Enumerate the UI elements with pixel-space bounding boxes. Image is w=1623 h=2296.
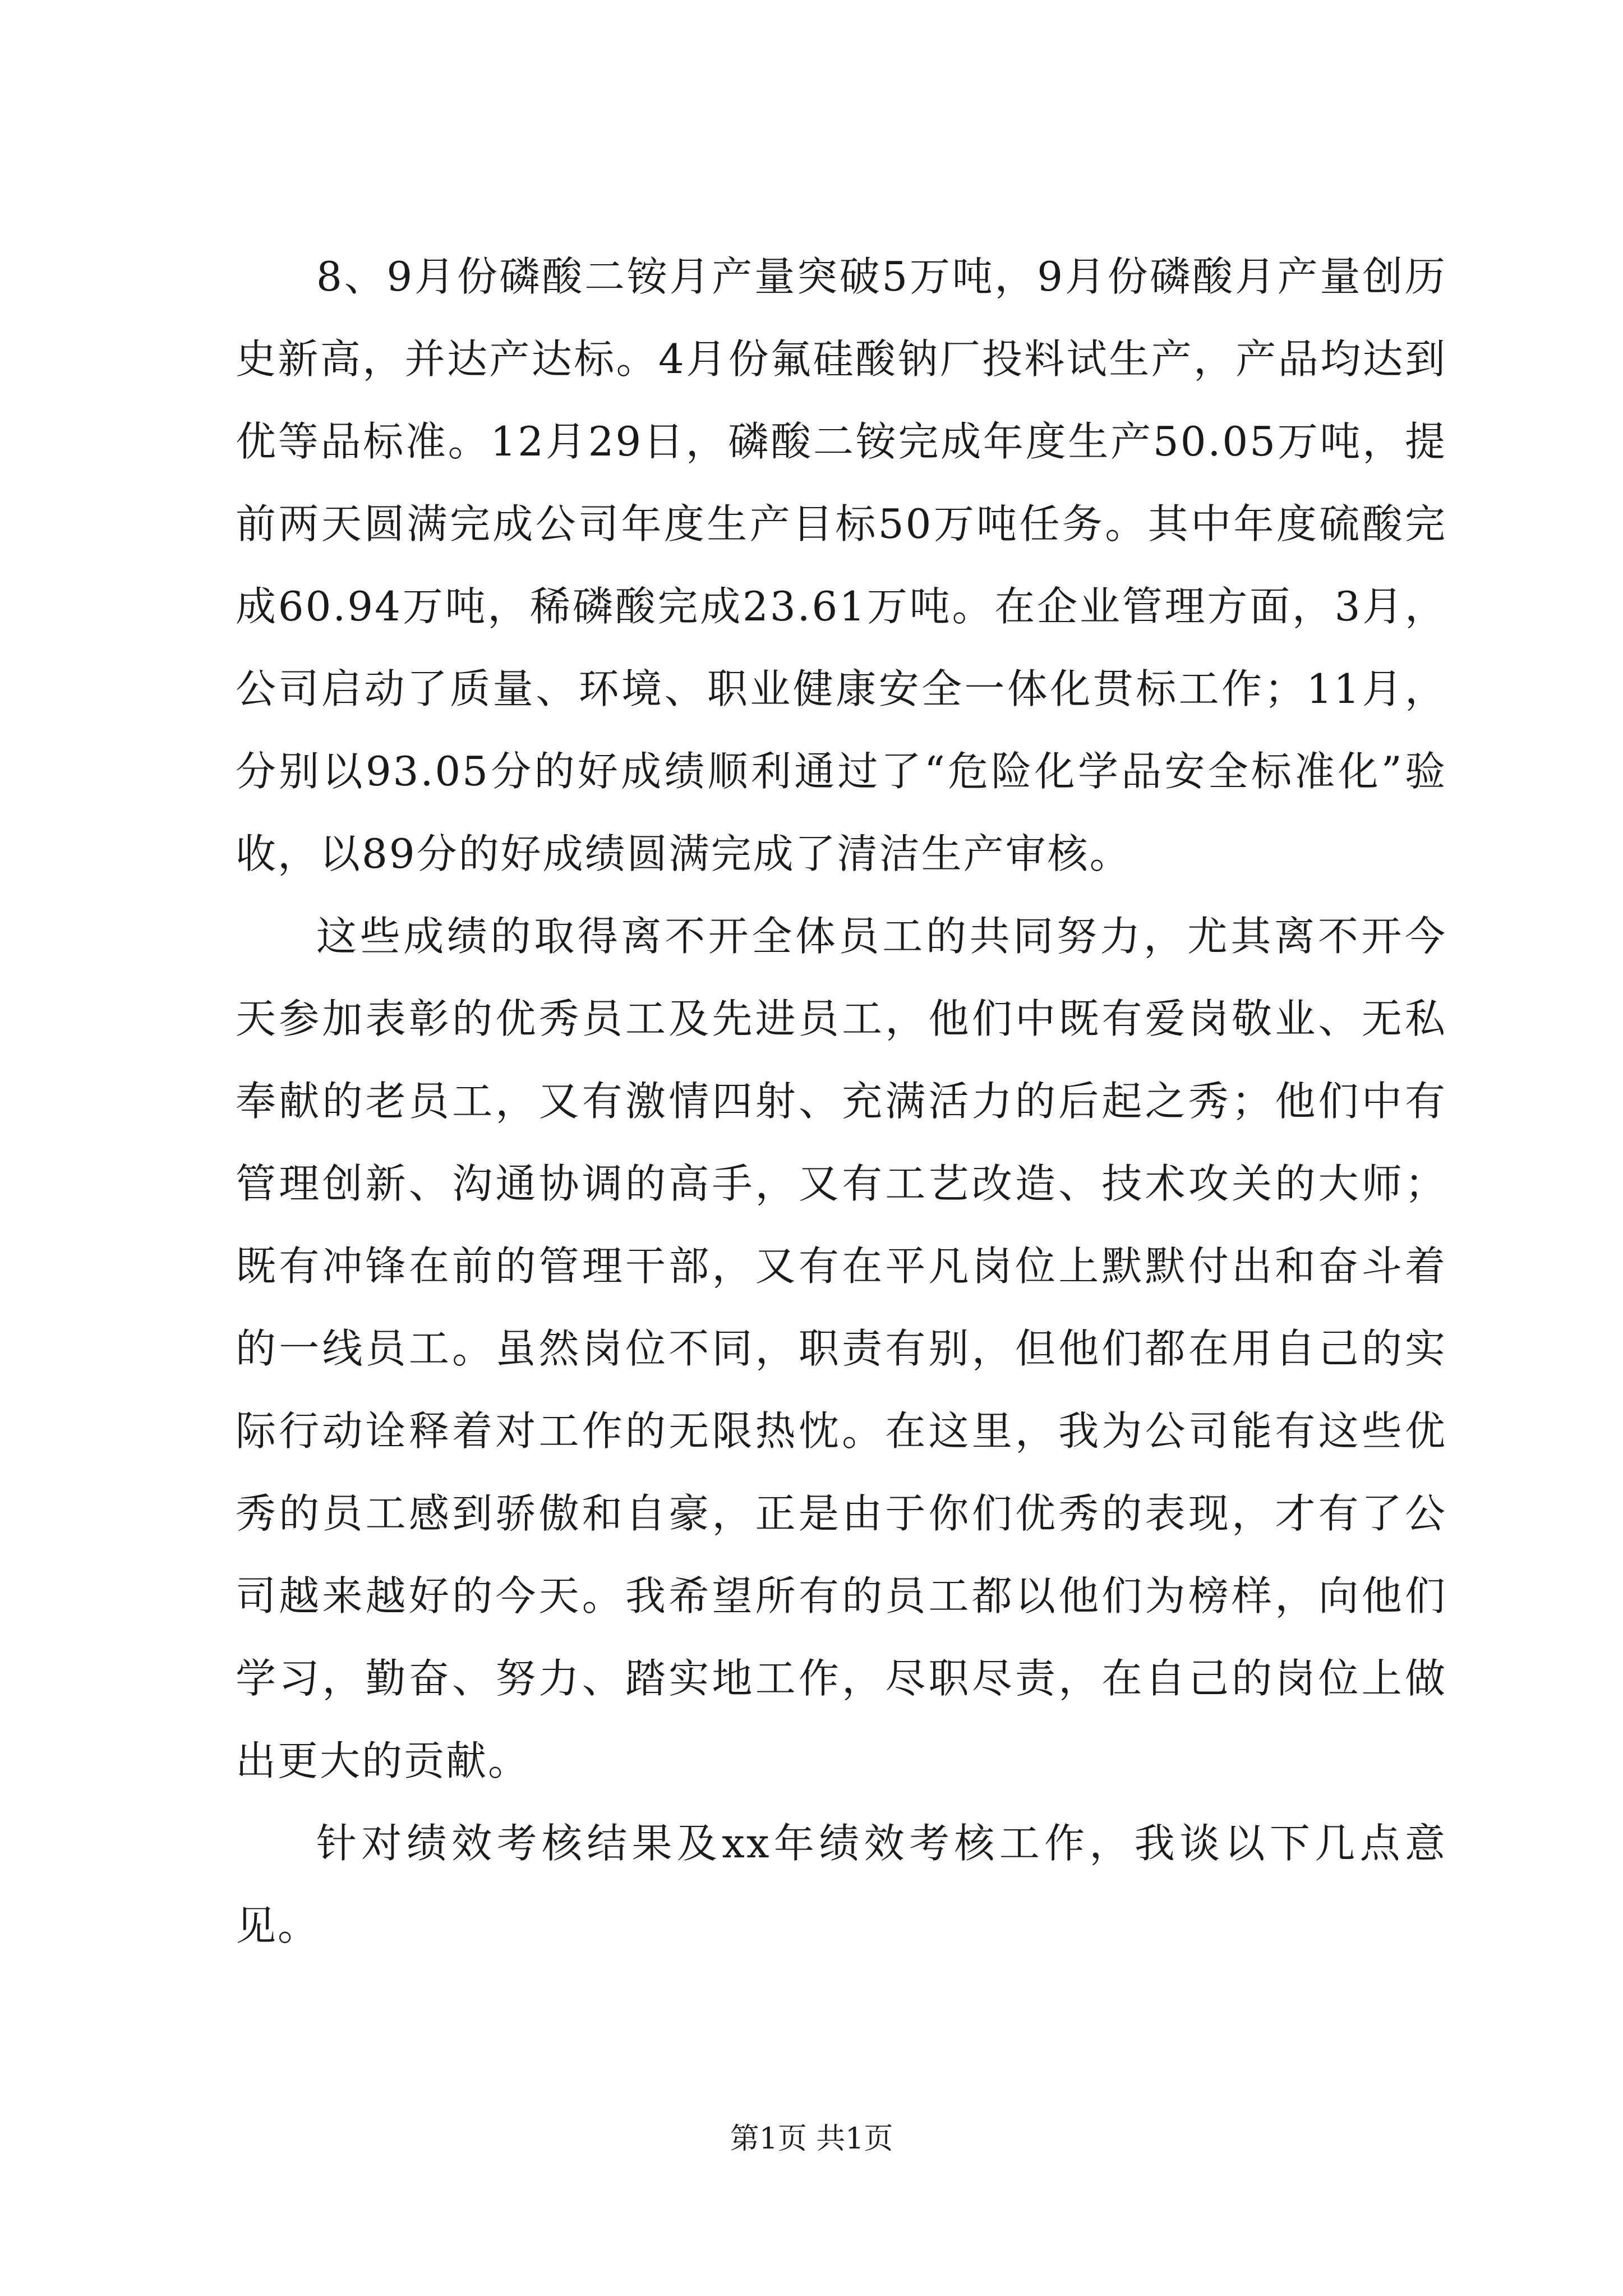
page-footer: 第1页 共1页 bbox=[730, 2122, 893, 2156]
paragraph-employee-recognition: 这些成绩的取得离不开全体员工的共同努力，尤其离不开今天参加表彰的优秀员工及先进员工，他们中既有爱岗敬业、无私奉献的老员工，又有激情四射、充满活力的后起之秀；他们中有管理创新、沟通协调的高手，又有工艺改造、技术攻关的大师；既有冲锋在前的管理干部，又有在平凡岗位上默默付出和奋斗着的一线员工。虽然岗位不同，职责有别，但他们都在用自己的实际行动诠释着对工作的无限热忱。在这里，我为公司能有这些优秀的员工感到骄傲和自豪，正是由于你们优秀的表现，才有了公司越来越好的今天。我希望所有的员工都以他们为榜样，向他们学习，勤奋、努力、踏实地工作，尽职尽责，在自己的岗位上做出更大的贡献。 bbox=[236, 913, 1447, 1784]
document-body bbox=[236, 236, 1447, 1967]
paragraph-production-results: 8、9月份磷酸二铵月产量突破5万吨，9月份磷酸月产量创历史新高，并达产达标。4月份氟硅酸钠厂投料试生产，产品均达到优等品标准。12月29日，磷酸二铵完成年度生产50.05万吨，提前两天圆满完成公司年度生产目标50万吨任务。其中年度硫酸完成60.94万吨，稀磷酸完成23.61万吨。在企业管理方面，3月，公司启动了质量、环境、职业健康安全一体化贯标工作；11月，分别以93.05分的好成绩顺利通过了“危险化学品安全标准化”验收，以89分的好成绩圆满完成了清洁生产审核。 bbox=[236, 253, 1447, 877]
paragraph-performance-opinions: 针对绩效考核结果及xx年绩效考核工作，我谈以下几点意见。 bbox=[236, 1820, 1447, 1949]
